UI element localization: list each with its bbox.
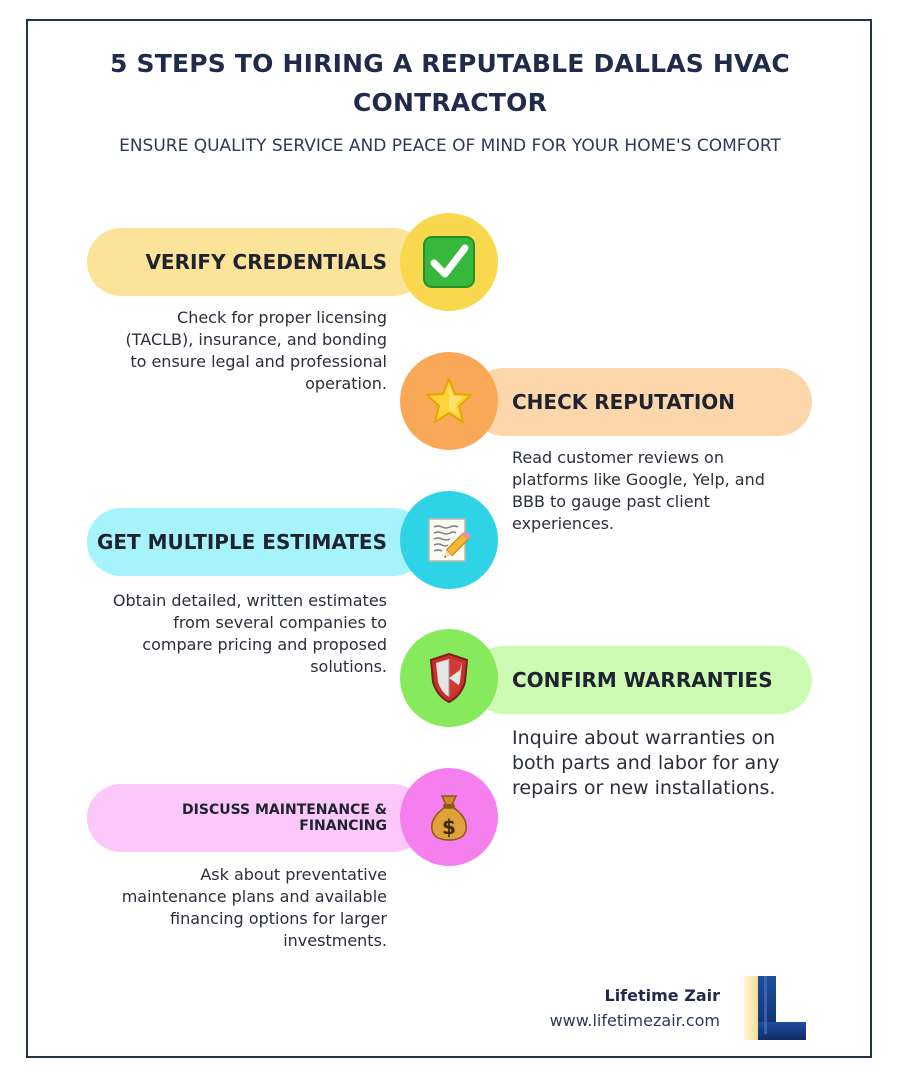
step-3-description (100, 590, 387, 678)
step-1-badge (400, 213, 498, 311)
footer-url[interactable]: www.lifetimezair.com (549, 1011, 720, 1030)
step-4-description (512, 726, 812, 801)
step-5-title-line-1: DISCUSS MAINTENANCE & (182, 802, 387, 818)
step-1-title: VERIFY CREDENTIALS (145, 250, 387, 274)
desc-line: to ensure legal and professional (130, 352, 387, 371)
desc-line: BBB to gauge past client (512, 492, 710, 511)
step-2-banner (470, 368, 812, 436)
step-4-title: CONFIRM WARRANTIES (512, 668, 773, 692)
brand-logo (744, 976, 806, 1040)
step-1-description (100, 307, 387, 395)
desc-line: experiences. (512, 514, 615, 533)
step-4-banner (470, 646, 812, 714)
step-5-description (100, 864, 387, 952)
desc-line: Check for proper licensing (177, 308, 387, 327)
title-line-2: CONTRACTOR (352, 88, 548, 117)
desc-line: Inquire about warranties on (512, 727, 776, 749)
step-2-description (512, 447, 790, 535)
desc-line: both parts and labor for any (512, 752, 780, 774)
desc-line: repairs or new installations. (512, 777, 776, 799)
memo-icon (424, 515, 474, 565)
title-line-1: 5 STEPS TO HIRING A REPUTABLE DALLAS HVAC (110, 49, 790, 78)
step-3-title: GET MULTIPLE ESTIMATES (96, 530, 387, 554)
step-4-badge (400, 629, 498, 727)
desc-line: operation. (305, 374, 387, 393)
page-subtitle: ENSURE QUALITY SERVICE AND PEACE OF MIND FOR YOUR HOME'S COMFORT (119, 136, 781, 156)
page-title (60, 44, 840, 122)
step-3-banner (87, 508, 427, 576)
desc-line: Obtain detailed, written estimates (112, 591, 387, 610)
desc-line: from several companies to (173, 613, 387, 632)
star-icon (424, 376, 474, 426)
step-1-banner (87, 228, 427, 296)
step-5-title (167, 802, 387, 834)
desc-line: Ask about preventative (200, 865, 387, 884)
desc-line: maintenance plans and available (121, 887, 387, 906)
footer-brand: Lifetime Zair (604, 986, 720, 1005)
shield-icon (427, 652, 471, 704)
check-mark-icon (422, 235, 476, 289)
desc-line: solutions. (310, 657, 387, 676)
step-5-banner (87, 784, 427, 852)
step-3-badge (400, 491, 498, 589)
desc-line: (TACLB), insurance, and bonding (125, 330, 387, 349)
desc-line: compare pricing and proposed (142, 635, 387, 654)
svg-text:$: $ (442, 815, 456, 839)
desc-line: financing options for larger (169, 909, 387, 928)
step-5-badge (400, 768, 498, 866)
money-bag-icon (426, 792, 472, 842)
step-2-badge (400, 352, 498, 450)
desc-line: platforms like Google, Yelp, and (512, 470, 765, 489)
step-5-title-line-2: FINANCING (299, 818, 387, 834)
desc-line: Read customer reviews on (512, 448, 724, 467)
desc-line: investments. (283, 931, 387, 950)
step-2-title: CHECK REPUTATION (512, 390, 736, 414)
